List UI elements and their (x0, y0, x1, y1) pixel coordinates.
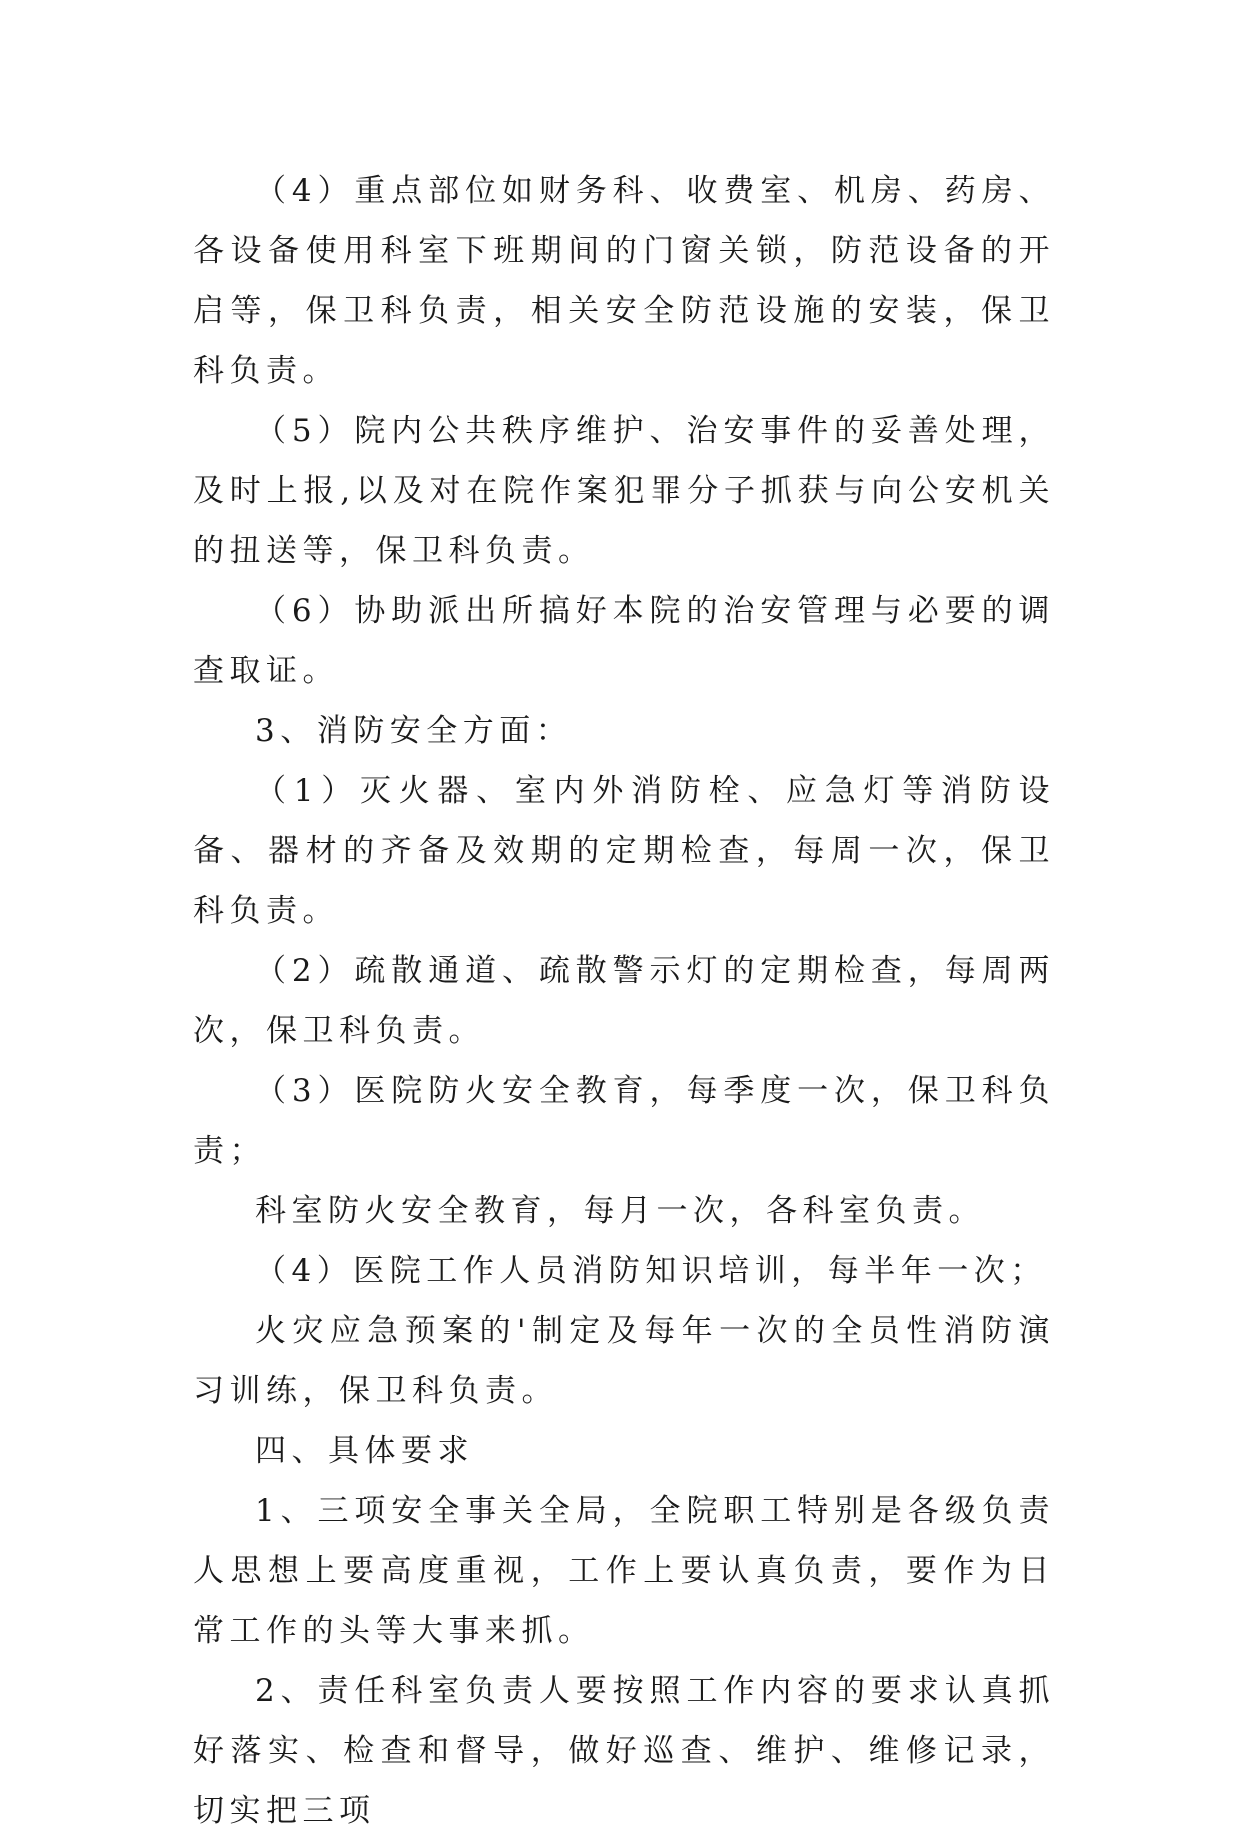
paragraph-fire-equipment: （1）灭火器、室内外消防栓、应急灯等消防设备、器材的齐备及效期的定期检查，每周一次，保卫科负责。 (193, 773, 1055, 929)
paragraph-department-education: 科室防火安全教育，每月一次，各科室负责。 (255, 1193, 985, 1229)
section-heading-requirements: 四、具体要求 (255, 1433, 474, 1469)
document-body (193, 161, 1055, 1841)
paragraph-police-assist: （6）协助派出所搞好本院的治安管理与必要的调查取证。 (193, 593, 1055, 689)
paragraph-requirement-2: 2、责任科室负责人要按照工作内容的要求认真抓好落实、检查和督导，做好巡查、维护、维修记录，切实把三项 (193, 1673, 1055, 1829)
paragraph-emergency-plan: 火灾应急预案的'制定及每年一次的全员性消防演习训练，保卫科负责。 (193, 1313, 1055, 1409)
paragraph-public-order: （5）院内公共秩序维护、治安事件的妥善处理，及时上报,以及对在院作案犯罪分子抓获与向公安机关的扭送等，保卫科负责。 (193, 413, 1055, 569)
paragraph-hospital-education: （3）医院防火安全教育，每季度一次，保卫科负责； (193, 1073, 1055, 1169)
section-heading-fire-safety: 3、消防安全方面： (255, 713, 573, 749)
paragraph-key-areas: （4）重点部位如财务科、收费室、机房、药房、各设备使用科室下班期间的门窗关锁，防范设备的开启等，保卫科负责，相关安全防范设施的安装，保卫科负责。 (193, 173, 1055, 389)
paragraph-requirement-1: 1、三项安全事关全局，全院职工特别是各级负责人思想上要高度重视，工作上要认真负责，要作为日常工作的头等大事来抓。 (193, 1493, 1055, 1649)
paragraph-staff-training: （4）医院工作人员消防知识培训，每半年一次； (255, 1253, 1047, 1289)
paragraph-evacuation: （2）疏散通道、疏散警示灯的定期检查，每周两次，保卫科负责。 (193, 953, 1055, 1049)
